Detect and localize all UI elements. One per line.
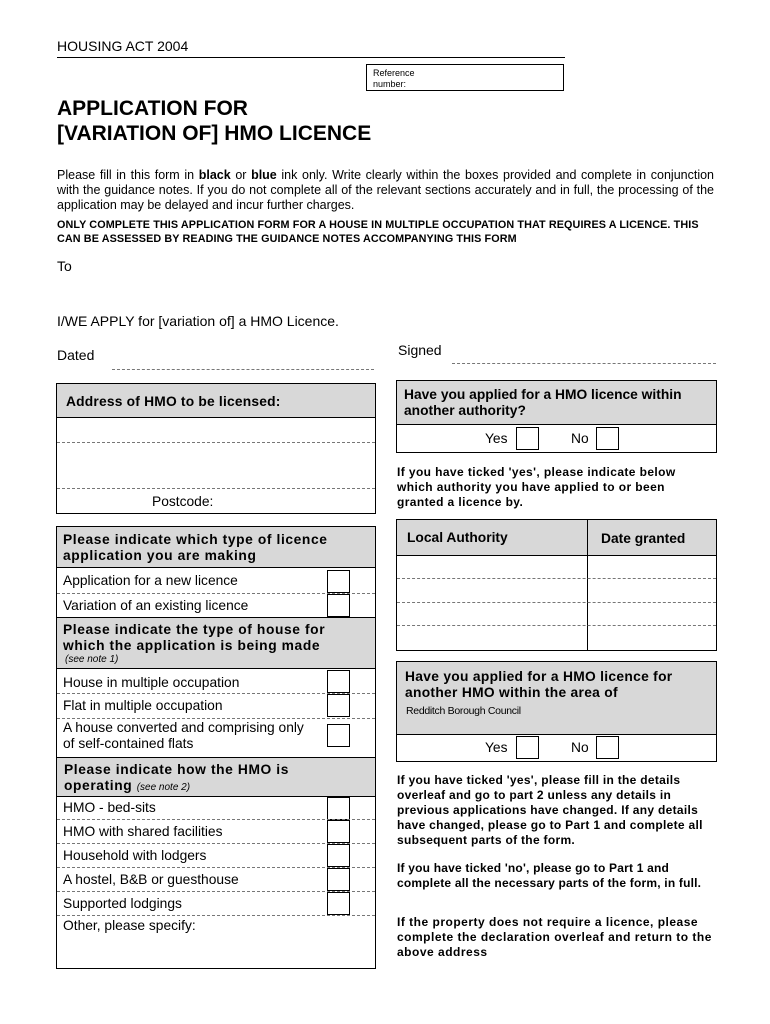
requirement-notice: ONLY COMPLETE THIS APPLICATION FORM FOR A HOUSE IN MULTIPLE OCCUPATION THAT REQUIRES A LICENCE. THIS CAN BE ASSESSED BY READING THE GUIDANCE NOTES ACCOMPANYING THIS FORM <box>57 219 699 245</box>
same-area-section <box>396 661 717 762</box>
dated-field[interactable] <box>112 369 374 370</box>
other-authority-yes-label: Yes <box>485 431 508 446</box>
col-local-authority: Local Authority <box>407 530 508 545</box>
licence-type-heading: Please indicate which type of licence application you are making <box>63 532 328 563</box>
col-date-granted: Date granted <box>601 531 686 546</box>
same-area-heading: Have you applied for a HMO licence for another HMO within the area of <box>405 669 673 700</box>
intro-black: black <box>198 168 231 182</box>
note-if-no: If you have ticked 'no', please go to Part 1 and complete all the necessary parts of the form, in full. <box>397 861 702 890</box>
option-hmo-flat: Flat in multiple occupation <box>63 698 223 713</box>
authority-row-divider-2 <box>397 602 716 603</box>
option-variation: Variation of an existing licence <box>63 598 249 613</box>
authority-col-divider <box>587 520 588 650</box>
note-if-yes: If you have ticked 'yes', please fill in the details overleaf and go to part 2 unless any details in previous applications have changed. If any details have changed, please go to Part 1 and complete all subsequent parts of the form. <box>397 773 703 847</box>
authority-row-divider-1 <box>397 578 716 579</box>
title-line-2: [VARIATION OF] HMO LICENCE <box>57 122 372 145</box>
operating-section <box>56 757 376 969</box>
signed-field[interactable] <box>452 363 716 364</box>
header-rule <box>57 57 565 58</box>
authority-row-divider-3 <box>397 625 716 626</box>
intro-text-1: Please fill in this form in <box>57 168 199 182</box>
authority-table <box>396 519 717 651</box>
address-divider-2 <box>57 488 375 489</box>
address-line-2[interactable] <box>57 443 375 488</box>
signed-label: Signed <box>398 342 442 358</box>
dated-label: Dated <box>57 347 95 363</box>
form-title <box>57 96 371 146</box>
apply-statement: I/WE APPLY for [variation of] a HMO Licence. <box>57 313 339 329</box>
shared-facilities-checkbox[interactable] <box>327 820 350 843</box>
hmo-flat-checkbox[interactable] <box>327 694 350 717</box>
new-licence-checkbox[interactable] <box>327 570 350 593</box>
postcode-label: Postcode: <box>152 494 214 509</box>
operating-heading-bar <box>57 758 375 797</box>
licence-type-heading-bar <box>57 527 375 568</box>
other-authority-instruction: If you have ticked 'yes', please indicate below which authority you have applied to or been granted a licence by. <box>397 465 676 509</box>
same-area-heading-bar <box>397 662 716 735</box>
hmo-house-checkbox[interactable] <box>327 670 350 693</box>
option-new-licence: Application for a new licence <box>63 573 238 588</box>
intro-paragraph <box>57 168 714 213</box>
intro-or: or <box>230 168 252 182</box>
converted-house-checkbox[interactable] <box>327 724 350 747</box>
house-type-heading-bar <box>57 618 375 669</box>
reference-label: Reference number: <box>373 68 415 89</box>
other-authority-heading-bar <box>397 381 716 425</box>
option-lodgers: Household with lodgers <box>63 848 207 863</box>
operating-note: (see note 2) <box>136 782 191 793</box>
address-heading-bar <box>57 384 375 418</box>
note-no-licence-required: If the property does not require a licence, please complete the declaration overleaf and return to the above address <box>397 915 712 959</box>
option-hmo-house: House in multiple occupation <box>63 675 240 690</box>
same-area-yes-label: Yes <box>485 740 508 755</box>
operating-heading <box>64 762 324 796</box>
variation-checkbox[interactable] <box>327 594 350 617</box>
to-label: To <box>57 258 72 274</box>
other-authority-section <box>396 380 717 453</box>
same-area-no-label: No <box>571 740 589 755</box>
bedsits-checkbox[interactable] <box>327 797 350 820</box>
other-authority-no-checkbox[interactable] <box>596 427 619 450</box>
intro-blue: blue <box>251 168 277 182</box>
option-converted-house: A house converted and comprising only of self-contained flats <box>63 720 304 751</box>
operating-divider-5 <box>57 915 375 916</box>
lodgers-checkbox[interactable] <box>327 844 350 867</box>
act-title: HOUSING ACT 2004 <box>57 38 189 54</box>
other-authority-heading: Have you applied for a HMO licence within another authority? <box>404 387 682 418</box>
same-area-yes-checkbox[interactable] <box>516 736 539 759</box>
title-line-1: APPLICATION FOR <box>57 97 248 120</box>
reference-number-box[interactable] <box>366 64 564 91</box>
address-section <box>56 383 376 514</box>
address-heading: Address of HMO to be licensed: <box>66 394 281 409</box>
option-other: Other, please specify: <box>63 918 196 933</box>
licence-type-section <box>56 526 376 620</box>
operating-heading-text: Please indicate how the HMO is operating <box>64 762 290 793</box>
same-area-no-checkbox[interactable] <box>596 736 619 759</box>
house-type-divider-2 <box>57 718 375 719</box>
option-supported-lodgings: Supported lodgings <box>63 896 182 911</box>
address-line-1[interactable] <box>57 418 375 442</box>
option-bedsits: HMO - bed-sits <box>63 800 156 815</box>
option-hostel: A hostel, B&B or guesthouse <box>63 872 239 887</box>
council-name: Redditch Borough Council <box>406 705 521 717</box>
option-shared-facilities: HMO with shared facilities <box>63 824 223 839</box>
intro-text-2: ink only. Write clearly within the boxes provided and complete in conjunction with the guidance notes. If you do not complete all of the relevant sections accurately and in full, the processing of the application may be delayed and incur further charges. <box>57 168 715 212</box>
hostel-checkbox[interactable] <box>327 868 350 891</box>
supported-lodgings-checkbox[interactable] <box>327 892 350 915</box>
house-type-section <box>56 617 376 760</box>
other-authority-no-label: No <box>571 431 589 446</box>
house-type-heading: Please indicate the type of house for which the application is being made <box>63 622 326 653</box>
house-type-note: (see note 1) <box>65 654 119 665</box>
other-authority-yes-checkbox[interactable] <box>516 427 539 450</box>
